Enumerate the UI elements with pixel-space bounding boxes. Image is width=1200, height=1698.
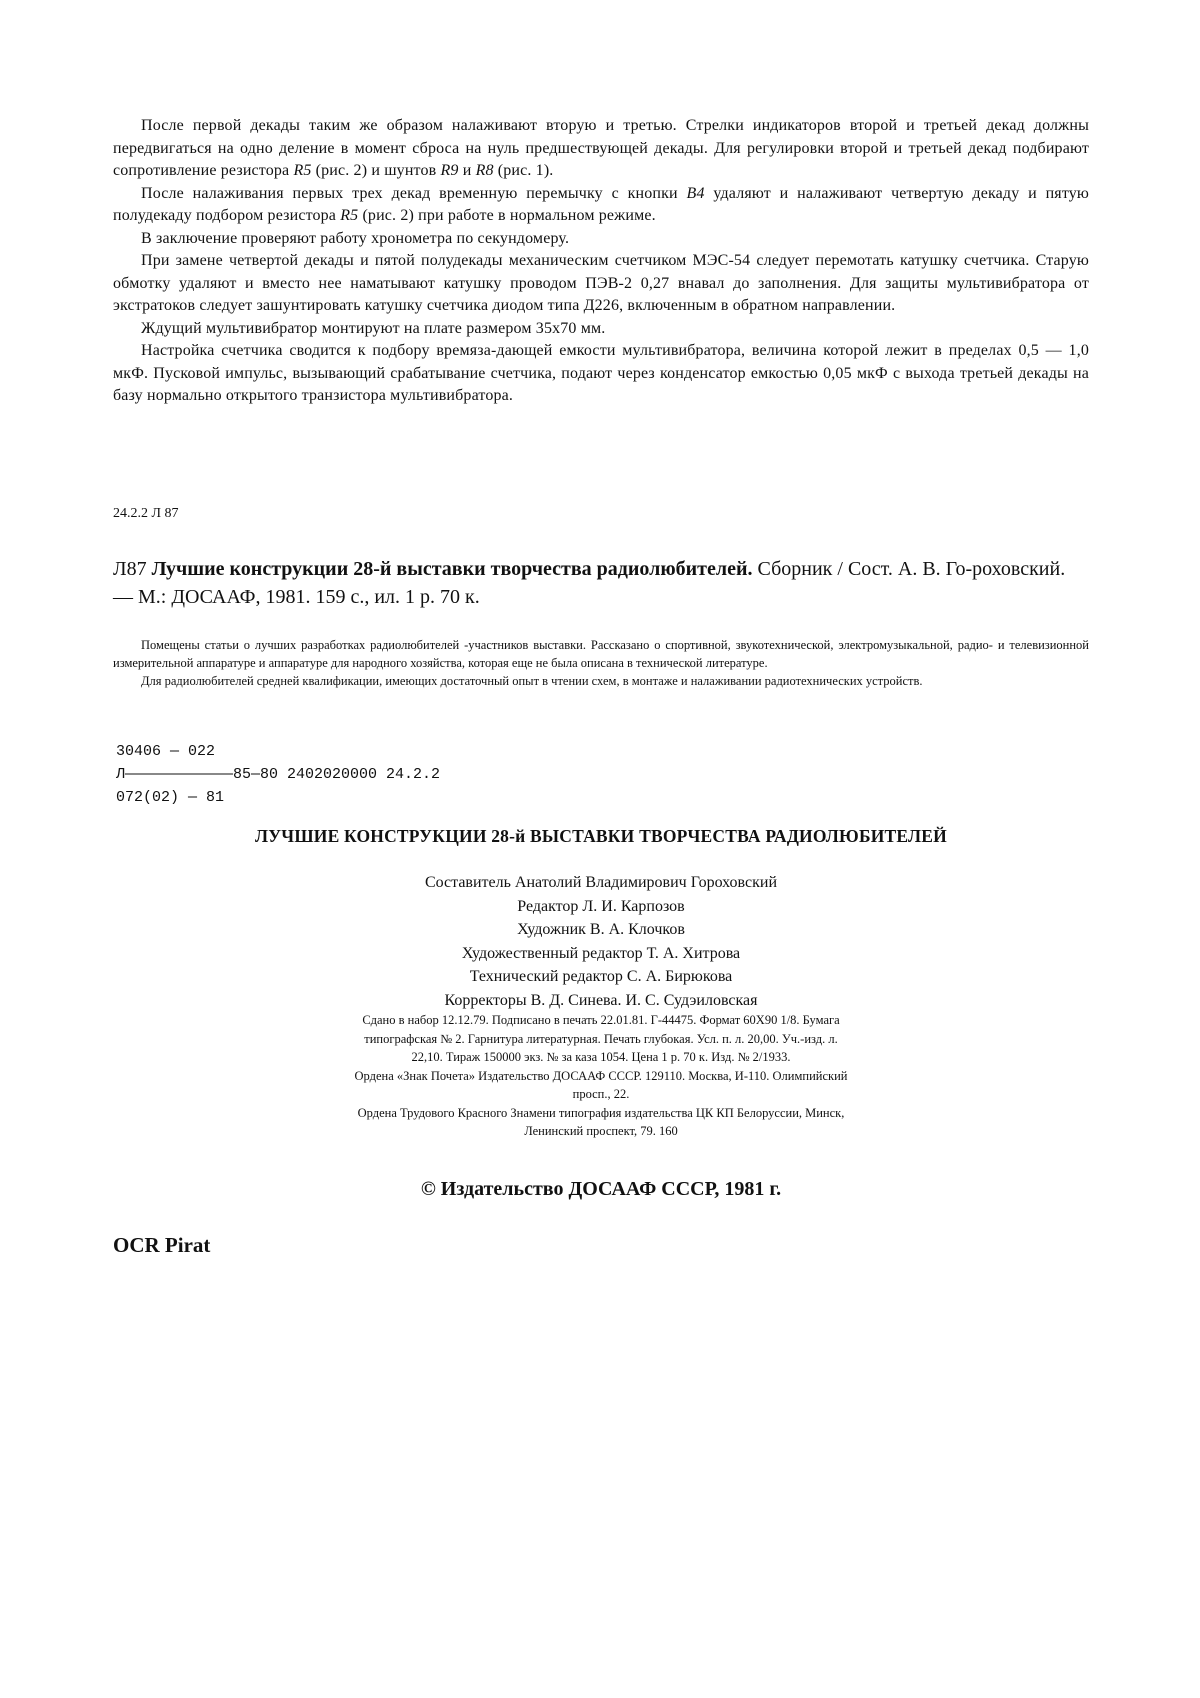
body-paragraph-2: После налаживания первых трех декад временную перемычку с кнопки В4 удаляют и налаживают четвертую декаду и пятую полудекаду подбором резистора R5 (рис. 2) при работе в нормальном режиме. [113,184,1089,224]
credit-compiler: Составитель Анатолий Владимирович Гороховский [424,874,778,891]
bib-title: Лучшие конструкции 28-й выставки творчества радиолюбителей. [151,558,753,580]
annotation-paragraph-2: Для радиолюбителей средней квалификации, имеющих достаточный опыт в чтении схем, в монтаже и налаживании радиотехнических устройств. [141,674,923,688]
book-title: ЛУЧШИЕ КОНСТРУКЦИИ 28-й ВЫСТАВКИ ТВОРЧЕСТВА РАДИОЛЮБИТЕЛЕЙ [255,826,947,846]
udk-code: 24.2.2 Л 87 [113,506,179,521]
imprint [351,1011,851,1141]
credits [113,871,1089,1012]
credit-editor: Редактор Л. И. Карпозов [517,897,685,915]
credit-art-editor: Художественный редактор Т. А. Хитрова [461,944,741,962]
bibliographic-entry [113,555,1089,611]
resistor-ref: R5 [340,207,359,224]
shunt-ref: R8 [475,162,494,179]
body-paragraph-6: Настройка счетчика сводится к подбору времяза-дающей емкости мультивибратора, величина которой лежит в пределах 0,5 — 1,0 мкФ. Пусковой импульс, вызывающий срабатывание счетчика, подают через конденсатор емкостью 0,05 мкФ с выхода третьей декады на базу нормально открытого транзистора мультивибратора. [113,342,1089,404]
catalog-code [116,740,440,809]
body-text [113,115,1089,408]
button-ref: В4 [686,184,705,202]
body-paragraph-1: После первой декады таким же образом налаживают вторую и третью. Стрелки индикаторов второй и третьей декад должны передвигаться на одно деление в момент сброса на нуль предшествующей декады. Для регулировки второй и третьей декад подбирают сопротивление резистора R5 (рис. 2) и шунтов R9 и R8 (рис. 1). [113,117,1089,179]
shunt-ref: R9 [440,162,459,179]
resistor-ref: R5 [293,162,312,179]
credit-tech-editor: Технический редактор С. А. Бирюкова [469,968,733,985]
catalog-code-line-1: 30406 — 022 [116,743,216,760]
bib-details: Сборник / Сост. А. В. Го-роховский. — М.: ДОСААФ, 1981. 159 с., ил. 1 р. 70 к. [113,558,1066,608]
body-paragraph-5: Ждущий мультивибратор монтируют на плате размером 35х70 мм. [141,319,606,337]
catalog-code-line-2: Л————————————85—80 2402020000 24.2.2 [116,766,441,783]
imprint-printing-house: Ордена Трудового Красного Знамени типография издательства ЦК КП Белоруссии, Минск, Ленинский проспект, 79. 160 [357,1105,845,1138]
copyright-line: © Издательство ДОСААФ СССР, 1981 г. [420,1178,782,1200]
body-paragraph-3: В заключение проверяют работу хронометра по секундомеру. [141,229,570,247]
annotation-paragraph-1: Помещены статьи о лучших разработках радиолюбителей -участников выставки. Рассказано о спортивной, звукотехнической, электромузыкальной, радио- и телевизионной измерительной аппаратуре и аппаратуре для народного хозяйства, которая еще не была описана в технической литературе. [113,638,1089,670]
credit-artist: Художник В. А. Клочков [517,921,685,938]
annotation [113,636,1089,690]
bib-index: Л87 [113,558,152,580]
ocr-note: OCR Pirat [113,1233,211,1257]
credit-proofreaders: Корректоры В. Д. Синева. И. С. Судэиловская [444,991,758,1009]
catalog-code-line-3: 072(02) — 81 [116,789,225,806]
imprint-publisher: Ордена «Знак Почета» Издательство ДОСААФ СССР. 129110. Москва, И-110. Олимпийский просп., 22. [354,1068,848,1101]
body-paragraph-4: При замене четвертой декады и пятой полудекады механическим счетчиком МЭС-54 следует перемотать катушку счетчика. Старую обмотку удаляют и вместо нее наматывают катушку проводом ПЭВ-2 0,27 внавал до заполнения. Для защиты мультивибратора от экстратоков следует зашунтировать катушку счетчика диодом типа Д226, включенным в обратном направлении. [113,252,1089,314]
imprint-print-details: Сдано в набор 12.12.79. Подписано в печать 22.01.81. Г-44475. Формат 60Х90 1/8. Бумага типографская № 2. Гарнитура литературная. Печать глубокая. Усл. п. л. 20,00. Уч.-изд. л. 22,10. Тираж 150000 экз. № за каза 1054. Цена 1 р. 70 к. Изд. № 2/1933. [362,1013,840,1064]
